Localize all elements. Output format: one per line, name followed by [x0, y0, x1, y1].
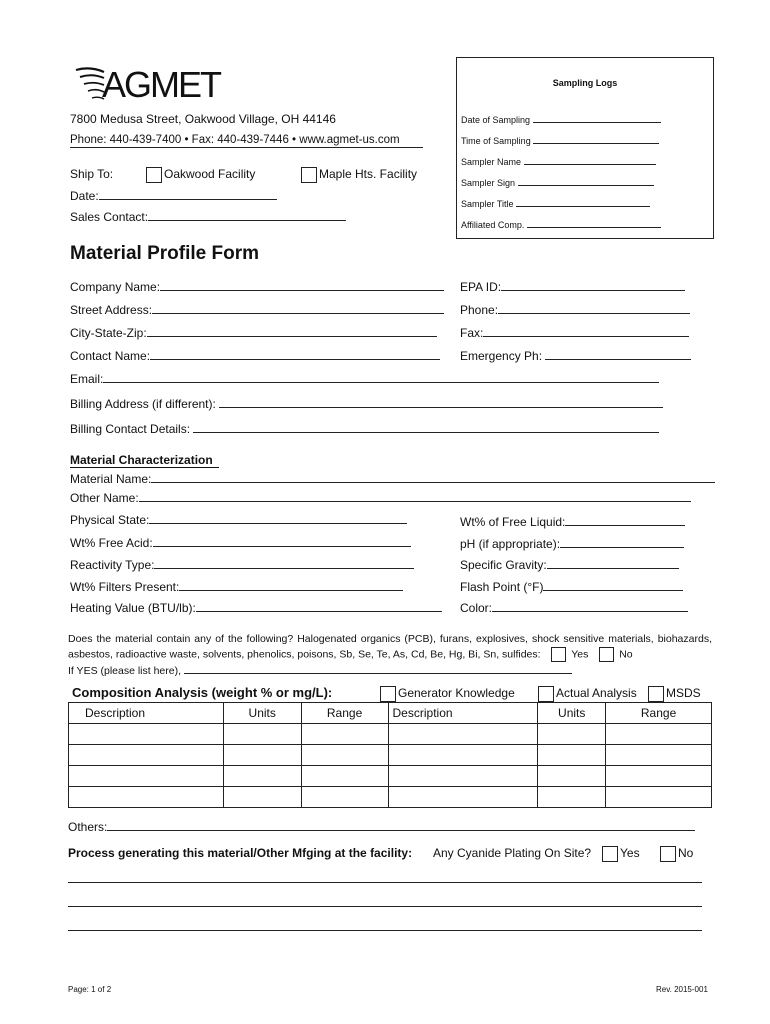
col-range-2: Range	[606, 703, 712, 724]
company-address: 7800 Medusa Street, Oakwood Village, OH 44146	[70, 112, 336, 126]
oakwood-label: Oakwood Facility	[164, 167, 256, 182]
heating-value-field[interactable]: Heating Value (BTU/lb):	[70, 600, 442, 615]
company-name-field[interactable]: Company Name:	[70, 279, 444, 294]
generator-knowledge-option[interactable]: Generator Knowledge	[380, 686, 515, 702]
col-description: Description	[69, 703, 224, 724]
filters-present-field[interactable]: Wt% Filters Present:	[70, 579, 403, 594]
msds-checkbox[interactable]	[648, 686, 664, 702]
table-cell[interactable]	[388, 766, 538, 787]
table-cell[interactable]	[223, 724, 301, 745]
actual-analysis-checkbox[interactable]	[538, 686, 554, 702]
col-description-2: Description	[388, 703, 538, 724]
sampling-date-field[interactable]: Date of Sampling	[461, 114, 661, 125]
affiliated-comp-field[interactable]: Affiliated Comp.	[461, 219, 661, 230]
others-field[interactable]: Others:	[68, 819, 695, 834]
cyanide-question: Any Cyanide Plating On Site?	[433, 846, 592, 860]
col-units: Units	[223, 703, 301, 724]
maple-label: Maple Hts. Facility	[319, 167, 418, 182]
process-label: Process generating this material/Other Mfging at the facility:	[68, 846, 413, 860]
generator-knowledge-checkbox[interactable]	[380, 686, 396, 702]
sales-contact-field[interactable]	[70, 209, 346, 224]
oakwood-checkbox[interactable]	[146, 167, 162, 183]
hazard-yes-checkbox[interactable]	[551, 647, 566, 662]
table-cell[interactable]	[388, 724, 538, 745]
table-cell[interactable]	[538, 745, 606, 766]
process-line-2[interactable]	[68, 906, 702, 907]
sampler-name-field[interactable]: Sampler Name	[461, 156, 656, 167]
reactivity-type-field[interactable]: Reactivity Type:	[70, 557, 414, 572]
page-number: Page: 1 of 2	[68, 985, 112, 994]
material-characterization-title: Material Characterization	[70, 453, 219, 468]
other-name-field[interactable]: Other Name:	[70, 490, 691, 505]
ph-field[interactable]: pH (if appropriate):	[460, 536, 684, 551]
table-cell[interactable]	[69, 745, 224, 766]
table-cell[interactable]	[301, 766, 388, 787]
street-address-field[interactable]: Street Address:	[70, 302, 444, 317]
table-cell[interactable]	[606, 724, 712, 745]
table-cell[interactable]	[606, 787, 712, 808]
if-yes-field[interactable]: If YES (please list here),	[68, 664, 572, 677]
hazard-no-label: No	[619, 648, 633, 661]
table-cell[interactable]	[538, 724, 606, 745]
city-state-zip-field[interactable]: City-State-Zip:	[70, 325, 437, 340]
emergency-phone-field[interactable]: Emergency Ph:	[460, 348, 691, 363]
logo-text: AGMET	[102, 64, 221, 105]
specific-gravity-field[interactable]: Specific Gravity:	[460, 557, 679, 572]
table-cell[interactable]	[538, 787, 606, 808]
sampling-time-field[interactable]: Time of Sampling	[461, 135, 659, 146]
date-label: Date:	[70, 189, 99, 203]
cyanide-no-checkbox[interactable]	[660, 846, 676, 862]
sales-contact-label: Sales Contact:	[70, 210, 149, 224]
revision: Rev. 2015-001	[656, 985, 708, 994]
composition-header-row	[69, 703, 712, 724]
table-row	[69, 787, 712, 808]
composition-table	[68, 702, 712, 808]
sampling-logs-box	[456, 57, 714, 239]
table-row	[69, 724, 712, 745]
contact-name-field[interactable]: Contact Name:	[70, 348, 440, 363]
physical-state-field[interactable]: Physical State:	[70, 512, 407, 527]
billing-contact-field[interactable]: Billing Contact Details:	[70, 421, 659, 436]
material-name-field[interactable]: Material Name:	[70, 471, 715, 486]
sampler-title-field[interactable]: Sampler Title	[461, 198, 650, 209]
free-liquid-field[interactable]: Wt% of Free Liquid:	[460, 514, 685, 529]
table-cell[interactable]	[223, 745, 301, 766]
actual-analysis-option[interactable]: Actual Analysis	[538, 686, 637, 702]
ship-to-label: Ship To:	[70, 167, 114, 181]
process-line-3[interactable]	[68, 930, 702, 931]
table-cell[interactable]	[301, 787, 388, 808]
hazard-yes-label: Yes	[571, 648, 589, 661]
cyanide-no-option[interactable]: No	[660, 846, 693, 862]
table-cell[interactable]	[301, 745, 388, 766]
table-cell[interactable]	[69, 766, 224, 787]
cyanide-yes-checkbox[interactable]	[602, 846, 618, 862]
msds-option[interactable]: MSDS	[648, 686, 701, 702]
company-contact-line: Phone: 440-439-7400 • Fax: 440-439-7446 • www.agmet-us.com	[70, 134, 423, 148]
maple-option[interactable]	[301, 167, 417, 183]
table-cell[interactable]	[606, 745, 712, 766]
hazard-no-checkbox[interactable]	[599, 647, 614, 662]
fax-field[interactable]: Fax:	[460, 325, 689, 340]
phone-field[interactable]: Phone:	[460, 302, 690, 317]
process-line-1[interactable]	[68, 882, 702, 883]
logo-swoosh-icon	[72, 64, 106, 104]
color-field[interactable]: Color:	[460, 600, 688, 615]
table-row	[69, 766, 712, 787]
form-title: Material Profile Form	[70, 243, 259, 264]
flash-point-field[interactable]: Flash Point (°F)	[460, 579, 683, 594]
free-acid-field[interactable]: Wt% Free Acid:	[70, 535, 411, 550]
table-cell[interactable]	[69, 787, 224, 808]
col-range: Range	[301, 703, 388, 724]
epa-id-field[interactable]: EPA ID:	[460, 279, 685, 294]
hazard-question: Does the material contain any of the following? Halogenated organics (PCB), furans, explosives, shock sensitive materials, biohazards, asbestos, radioactive waste, solvents, phenolics, poisons, Sb, Se, Te, As, Cd, Be, Hg, Bi, Sn, sulfides: Yes No	[68, 633, 712, 661]
table-cell[interactable]	[538, 766, 606, 787]
email-field[interactable]: Email:	[70, 371, 659, 386]
table-row	[69, 745, 712, 766]
cyanide-yes-option[interactable]: Yes	[602, 846, 640, 862]
col-units-2: Units	[538, 703, 606, 724]
table-cell[interactable]	[388, 745, 538, 766]
table-cell[interactable]	[301, 724, 388, 745]
table-cell[interactable]	[223, 766, 301, 787]
composition-title: Composition Analysis (weight % or mg/L):	[72, 685, 333, 700]
sampler-sign-field[interactable]: Sampler Sign	[461, 177, 654, 188]
table-cell[interactable]	[69, 724, 224, 745]
date-field[interactable]	[70, 188, 277, 203]
billing-address-field[interactable]: Billing Address (if different):	[70, 396, 663, 411]
company-logo	[72, 64, 262, 104]
oakwood-option[interactable]	[146, 167, 255, 183]
table-cell[interactable]	[606, 766, 712, 787]
sampling-logs-title: Sampling Logs	[552, 78, 618, 88]
table-cell[interactable]	[388, 787, 538, 808]
table-cell[interactable]	[223, 787, 301, 808]
maple-checkbox[interactable]	[301, 167, 317, 183]
